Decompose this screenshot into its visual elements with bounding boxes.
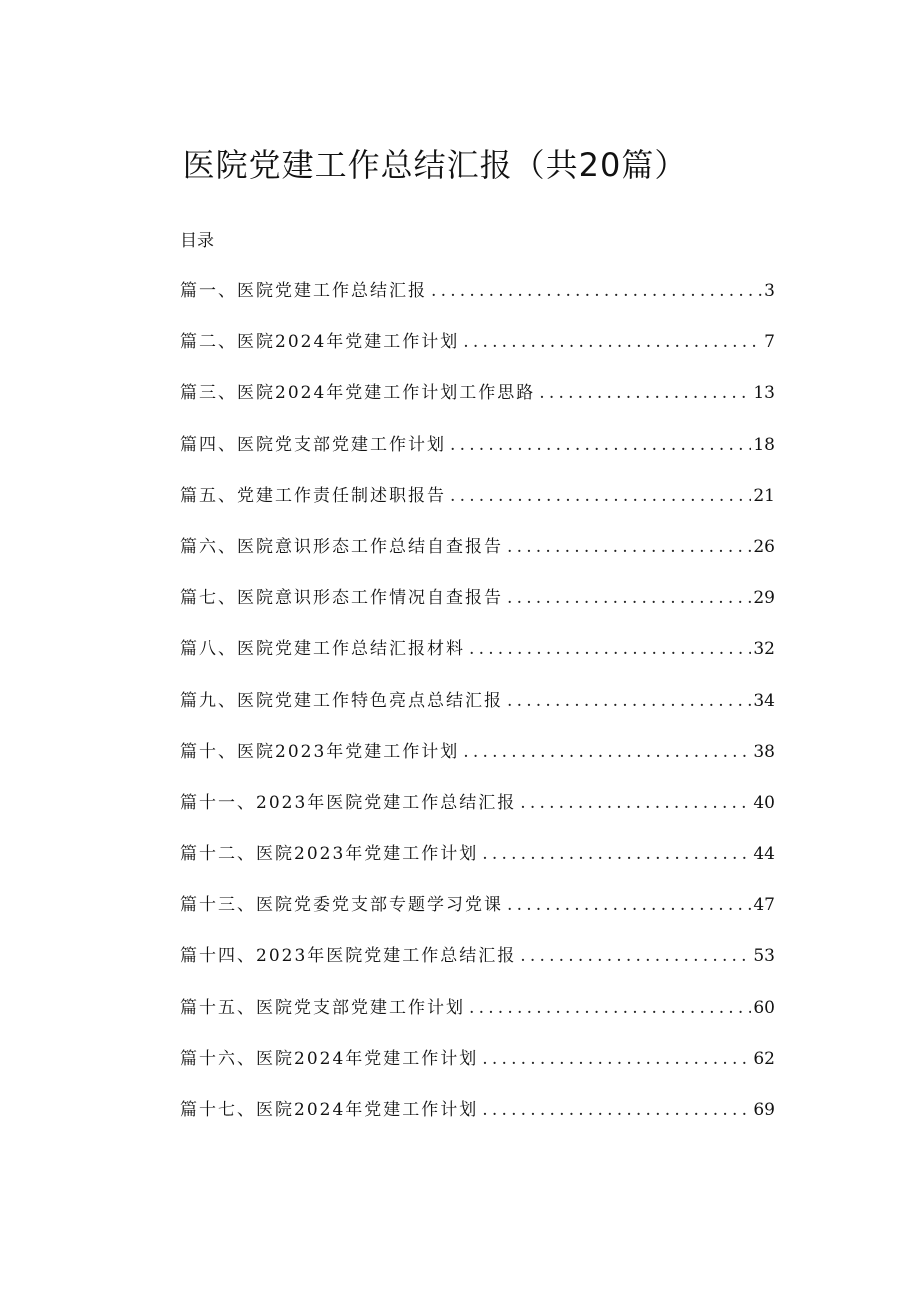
toc-leader-dots (427, 276, 762, 306)
toc-entry-page: 21 (753, 485, 775, 506)
toc-entry[interactable] (180, 788, 775, 839)
toc-entry-label: 篇十四、2023年医院党建工作总结汇报 (180, 946, 517, 967)
toc-entry-page: 47 (753, 895, 775, 916)
toc-entry[interactable] (180, 890, 775, 941)
toc-leader-dots (459, 327, 762, 357)
toc-leader-dots (478, 1095, 751, 1125)
toc-entry-page: 40 (753, 792, 775, 813)
toc-leader-dots (516, 941, 751, 971)
toc-entry-label: 篇十一、2023年医院党建工作总结汇报 (180, 792, 517, 813)
toc-entry-page: 38 (753, 741, 775, 762)
toc-leader-dots (516, 788, 751, 818)
toc-entry-label: 篇十五、医院党支部党建工作计划 (180, 997, 465, 1018)
toc-entry-label: 篇二、医院2024年党建工作计划 (180, 332, 460, 353)
toc-entry[interactable] (180, 634, 775, 685)
toc-leader-dots (535, 378, 751, 408)
table-of-contents (180, 276, 775, 1146)
toc-heading: 目录 (180, 231, 214, 251)
toc-entry-label: 篇七、医院意识形态工作情况自查报告 (180, 588, 503, 609)
toc-entry[interactable] (180, 327, 775, 378)
toc-entry[interactable] (180, 686, 775, 737)
toc-entry-page: 34 (753, 690, 775, 711)
toc-entry-label: 篇五、党建工作责任制述职报告 (180, 485, 446, 506)
toc-leader-dots (478, 1044, 751, 1074)
document-title: 医院党建工作总结汇报（共20篇） (182, 146, 688, 184)
toc-entry-page: 44 (753, 844, 775, 865)
toc-entry-label: 篇四、医院党支部党建工作计划 (180, 434, 446, 455)
toc-entry-label: 篇十三、医院党委党支部专题学习党课 (180, 895, 503, 916)
toc-entry-page: 3 (764, 281, 775, 301)
toc-leader-dots (503, 686, 751, 716)
toc-entry-label: 篇十二、医院2023年党建工作计划 (180, 844, 479, 865)
toc-entry-label: 篇六、医院意识形态工作总结自查报告 (180, 536, 503, 557)
toc-leader-dots (465, 993, 751, 1023)
toc-entry-page: 26 (753, 536, 775, 557)
toc-entry-page: 13 (753, 383, 775, 404)
toc-entry[interactable] (180, 583, 775, 634)
toc-entry-label: 篇九、医院党建工作特色亮点总结汇报 (180, 690, 503, 711)
toc-entry-page: 32 (753, 639, 775, 660)
toc-entry[interactable] (180, 993, 775, 1044)
toc-leader-dots (446, 481, 751, 511)
toc-entry[interactable] (180, 532, 775, 583)
toc-entry-label: 篇三、医院2024年党建工作计划工作思路 (180, 383, 536, 404)
toc-entry[interactable] (180, 1095, 775, 1146)
toc-entry[interactable] (180, 378, 775, 429)
toc-leader-dots (478, 839, 751, 869)
toc-entry-page: 18 (753, 434, 775, 455)
toc-entry-label: 篇十、医院2023年党建工作计划 (180, 741, 460, 762)
toc-entry[interactable] (180, 737, 775, 788)
toc-entry-page: 7 (764, 332, 775, 353)
toc-entry-label: 篇八、医院党建工作总结汇报材料 (180, 639, 465, 660)
toc-entry-label: 篇一、医院党建工作总结汇报 (180, 281, 427, 301)
toc-entry-page: 53 (753, 946, 775, 967)
toc-entry[interactable] (180, 276, 775, 327)
toc-entry-label: 篇十六、医院2024年党建工作计划 (180, 1048, 479, 1069)
toc-entry-label: 篇十七、医院2024年党建工作计划 (180, 1100, 479, 1120)
toc-entry-page: 62 (753, 1048, 775, 1069)
toc-entry[interactable] (180, 1044, 775, 1095)
toc-leader-dots (503, 583, 751, 613)
toc-leader-dots (446, 430, 751, 460)
toc-leader-dots (503, 890, 751, 920)
toc-entry-page: 60 (753, 997, 775, 1018)
toc-leader-dots (465, 634, 751, 664)
toc-entry[interactable] (180, 941, 775, 992)
toc-entry-page: 69 (753, 1100, 775, 1120)
toc-leader-dots (459, 737, 751, 767)
toc-entry[interactable] (180, 430, 775, 481)
toc-entry-page: 29 (753, 588, 775, 609)
toc-entry[interactable] (180, 839, 775, 890)
toc-entry[interactable] (180, 481, 775, 532)
toc-leader-dots (503, 532, 751, 562)
